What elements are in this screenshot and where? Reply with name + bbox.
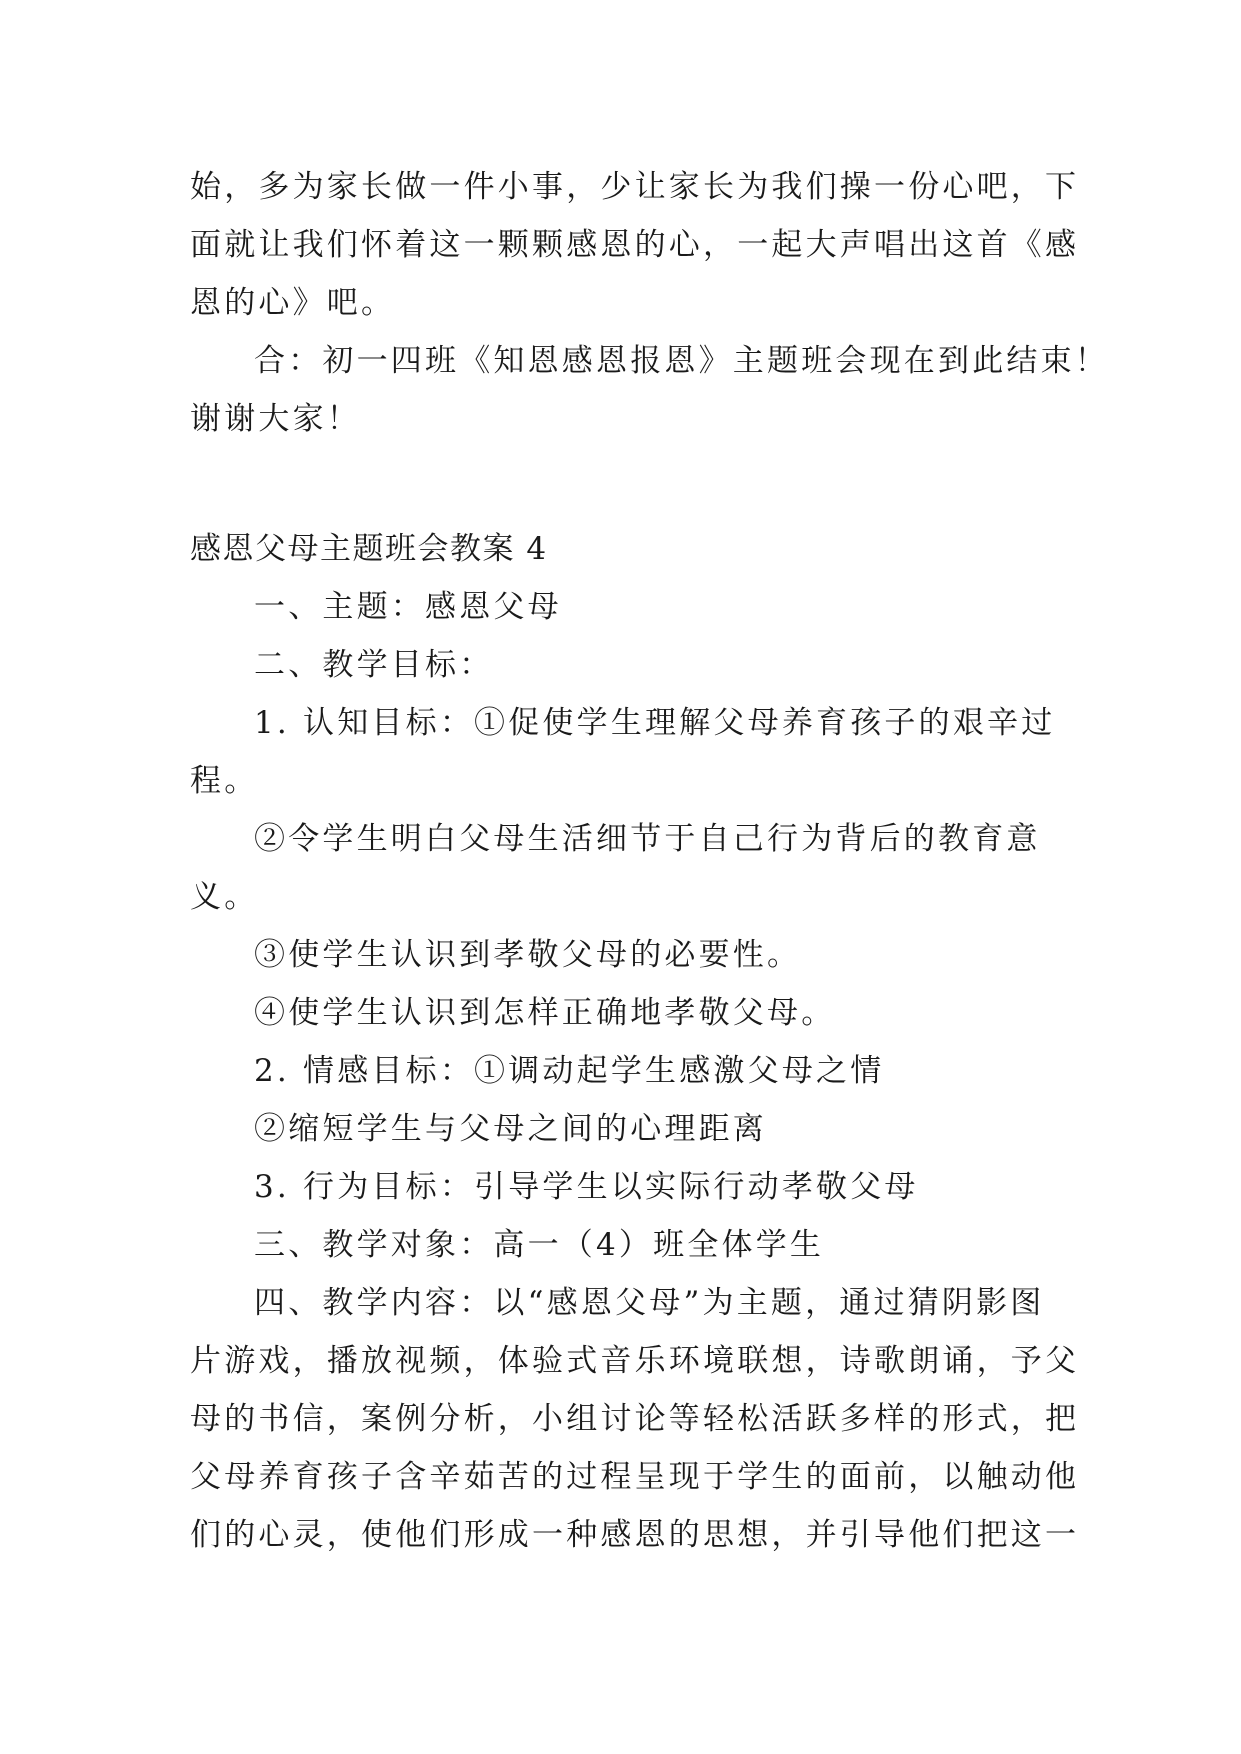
paragraph-line: 2. 情感目标：①调动起学生感激父母之情 xyxy=(254,1053,885,1089)
document-page xyxy=(190,158,1109,1564)
paragraph-line: 合：初一四班《知恩感恩报恩》主题班会现在到此结束！ xyxy=(254,343,1109,379)
paragraph-line: 面就让我们怀着这一颗颗感恩的心，一起大声唱出这首《感 xyxy=(190,227,1080,263)
paragraph-line: 一、主题：感恩父母 xyxy=(254,589,562,625)
paragraph-line: 1. 认知目标：①促使学生理解父母养育孩子的艰辛过 xyxy=(254,705,1056,741)
paragraph-line: 四、教学内容：以“感恩父母”为主题，通过猜阴影图 xyxy=(254,1285,1045,1321)
paragraph-line: 母的书信，案例分析，小组讨论等轻松活跃多样的形式，把 xyxy=(190,1401,1080,1437)
paragraph-line: ②缩短学生与父母之间的心理距离 xyxy=(254,1111,767,1147)
paragraph-line: 3. 行为目标：引导学生以实际行动孝敬父母 xyxy=(254,1169,919,1205)
section-gap xyxy=(190,448,1056,520)
section-title: 感恩父母主题班会教案 4 xyxy=(190,531,548,567)
paragraph-line: ②令学生明白父母生活细节于自己行为背后的教育意 xyxy=(254,821,1041,857)
paragraph-line: ④使学生认识到怎样正确地孝敬父母。 xyxy=(254,995,836,1031)
paragraph-line: 义。 xyxy=(190,879,259,915)
paragraph-line: ③使学生认识到孝敬父母的必要性。 xyxy=(254,937,802,973)
paragraph-line: 程。 xyxy=(190,763,259,799)
paragraph-line: 父母养育孩子含辛茹苦的过程呈现于学生的面前，以触动他 xyxy=(190,1459,1080,1495)
paragraph-line: 三、教学对象：高一（4）班全体学生 xyxy=(254,1227,825,1263)
paragraph-line: 谢谢大家！ xyxy=(190,401,361,437)
paragraph-line: 恩的心》吧。 xyxy=(190,285,396,321)
paragraph-line: 始，多为家长做一件小事，少让家长为我们操一份心吧，下 xyxy=(190,169,1080,205)
paragraph-line: 片游戏，播放视频，体验式音乐环境联想，诗歌朗诵，予父 xyxy=(190,1343,1080,1379)
paragraph-line: 们的心灵，使他们形成一种感恩的思想，并引导他们把这一 xyxy=(190,1517,1080,1553)
paragraph-line: 二、教学目标： xyxy=(254,647,494,683)
